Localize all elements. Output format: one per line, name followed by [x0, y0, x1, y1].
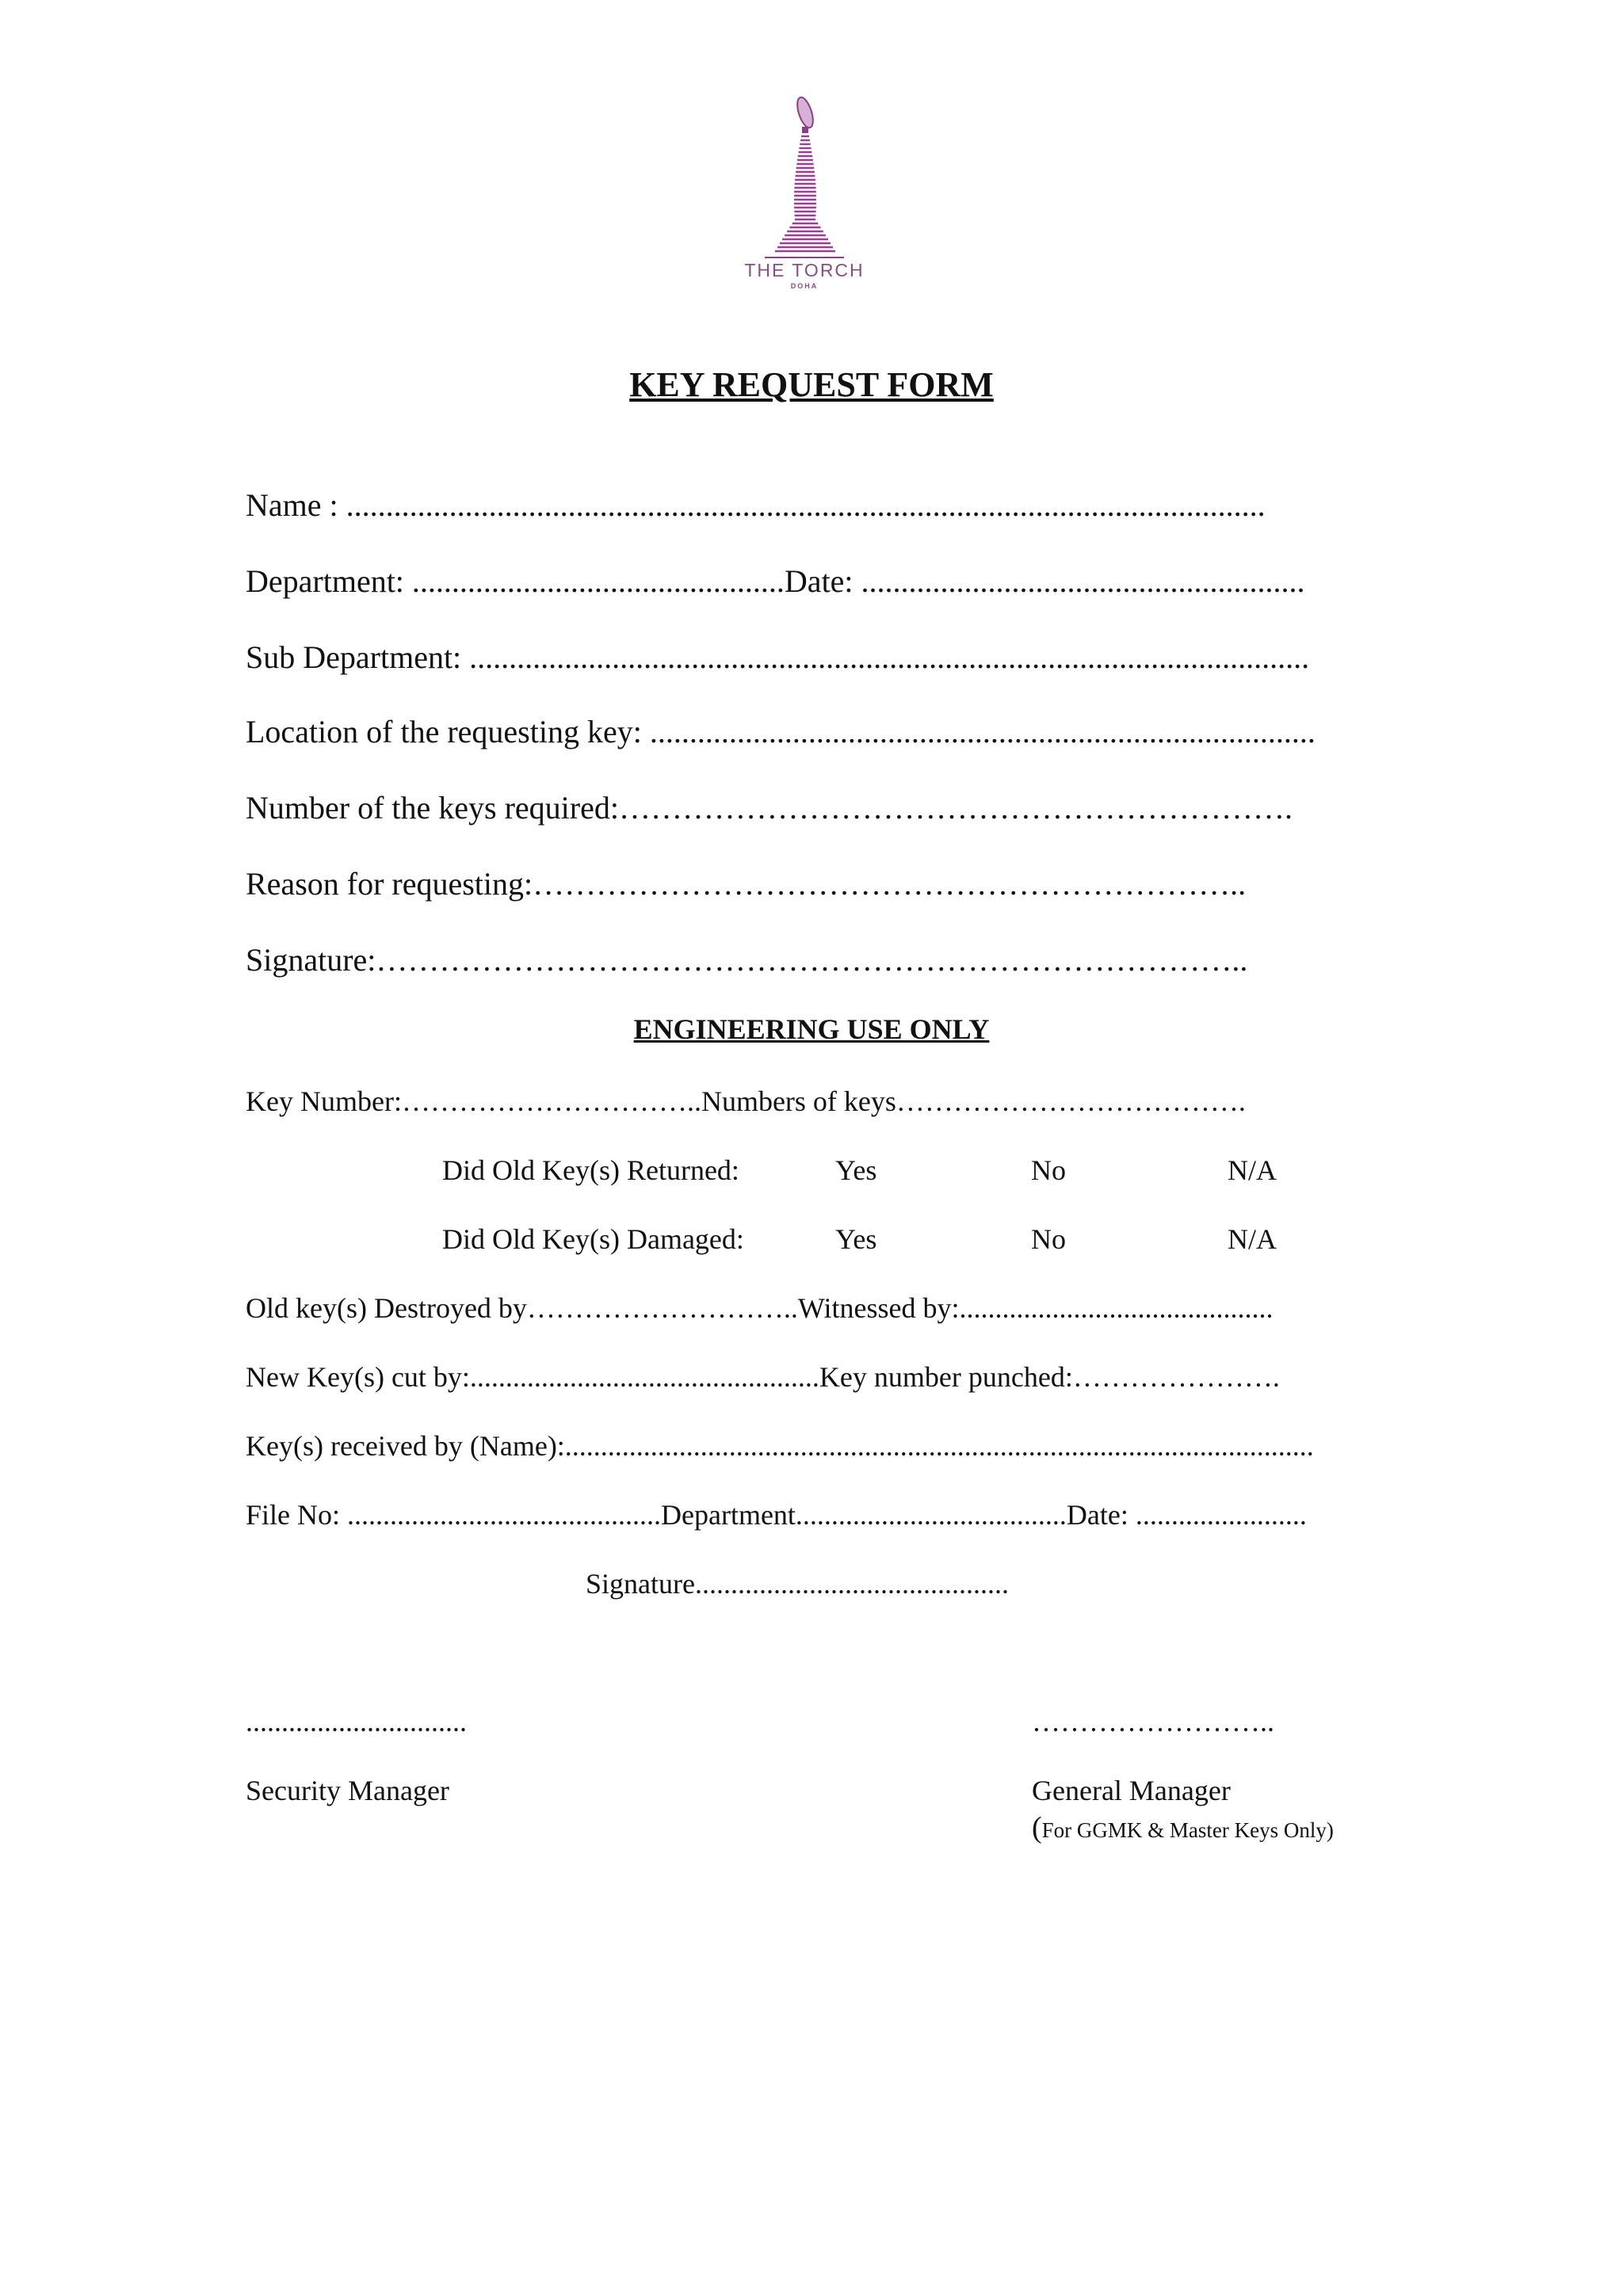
returned-no-option[interactable]: No [1031, 1154, 1066, 1186]
damaged-na-option[interactable]: N/A [1228, 1223, 1277, 1255]
key-location-field[interactable]: Location of the requesting key: .................................................................................... [246, 714, 1316, 749]
torch-tower-icon [733, 93, 876, 260]
key-number-field[interactable]: Key Number:…………………………..Numbers of keys………………………………. [246, 1085, 1246, 1117]
reason-field[interactable]: Reason for requesting:………………………………………………………….. [246, 866, 1247, 902]
keys-received-by-field[interactable]: Key(s) received by (Name):......................................................................................................... [246, 1430, 1314, 1462]
security-manager-title: Security Manager [246, 1775, 449, 1806]
name-field[interactable]: Name : .................................................................................................................... [246, 487, 1266, 523]
returned-yes-option[interactable]: Yes [835, 1154, 877, 1186]
form-title: KEY REQUEST FORM [629, 365, 994, 404]
logo-name: THE TORCH [744, 260, 865, 280]
general-manager-title: General Manager [1032, 1775, 1231, 1806]
general-manager-note [1032, 1810, 1334, 1845]
security-manager-signature-line[interactable]: ............................... [246, 1706, 467, 1737]
file-no-department-date-field[interactable]: File No: ............................................Department......................................Date: ........................ [246, 1499, 1307, 1531]
requester-signature-field[interactable]: Signature:……………………………………………………………………….. [246, 942, 1248, 978]
damaged-no-option[interactable]: No [1031, 1223, 1066, 1255]
returned-na-option[interactable]: N/A [1228, 1154, 1277, 1186]
new-keys-cut-field[interactable]: New Key(s) cut by:.................................................Key number punched:…………………. [246, 1361, 1280, 1393]
old-keys-returned-label: Did Old Key(s) Returned: [442, 1154, 739, 1186]
destroyed-witnessed-field[interactable]: Old key(s) Destroyed by………………………..Witnessed by:............................................ [246, 1292, 1274, 1324]
damaged-yes-option[interactable]: Yes [835, 1223, 877, 1255]
note-text: For GGMK & Master Keys Only) [1041, 1818, 1334, 1842]
old-keys-damaged-label: Did Old Key(s) Damaged: [442, 1223, 744, 1255]
engineering-heading: ENGINEERING USE ONLY [633, 1013, 990, 1045]
note-open-paren: ( [1032, 1811, 1042, 1844]
torch-logo [733, 93, 876, 299]
logo-city: DOHA [790, 282, 819, 290]
engineering-signature-field[interactable]: Signature............................................ [586, 1568, 1009, 1600]
general-manager-signature-line[interactable]: …………………….. [1032, 1706, 1274, 1737]
sub-department-field[interactable]: Sub Department: .......................................................................................................... [246, 639, 1310, 675]
keys-required-field[interactable]: Number of the keys required:………………………………………………………. [246, 790, 1293, 826]
department-date-field[interactable]: Department: ...............................................Date: ........................................................ [246, 563, 1305, 599]
